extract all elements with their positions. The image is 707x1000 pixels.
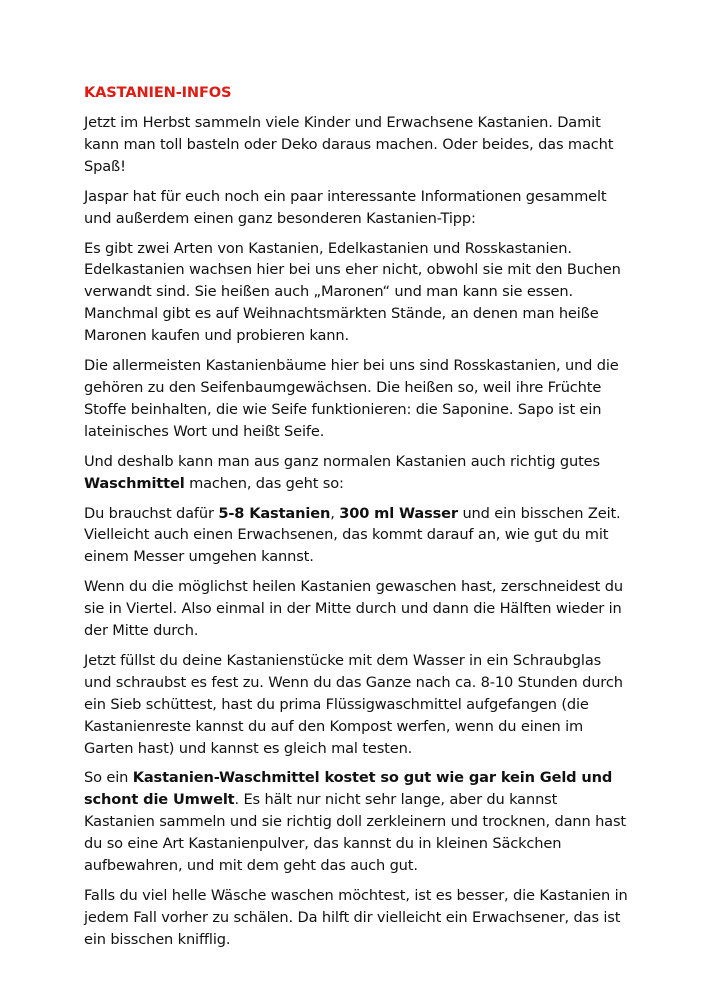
bold-text: 300 ml Wasser	[339, 504, 458, 522]
paragraph-text: ,	[330, 504, 340, 522]
paragraph-jaspar: Jaspar hat für euch noch ein paar interessante Informationen gesammelt und außerdem einen ganz besonderen Kastanien-Tipp:	[84, 187, 607, 227]
paragraph-text: machen, das geht so:	[184, 474, 344, 492]
paragraph-umwelt	[84, 767, 629, 877]
paragraph-waschmittel-intro	[84, 451, 629, 495]
paragraph-schraubglas: Jetzt füllst du deine Kastanienstücke mit dem Wasser in ein Schraubglas und schraubst es fest zu. Wenn du das Ganze nach ca. 8-10 Stunden durch ein Sieb schüttest, hast du prima Flüssigwaschmittel aufgefangen (die Kastanienreste kannst du auf den Kompost werfen, wenn du einen im Garten hast) und kannst es gleich mal testen.	[84, 651, 623, 757]
paragraph-intro: Jetzt im Herbst sammeln viele Kinder und Erwachsene Kastanien. Damit kann man toll basteln oder Deko daraus machen. Oder beides, das macht Spaß!	[84, 114, 614, 175]
bold-text: 5-8 Kastanien	[218, 504, 331, 522]
paragraph-text: und ein bisschen Zeit. Vielleicht auch einen Erwachsenen, das kommt darauf an, wie gut du mit einem Messer umgehen kannst.	[84, 504, 621, 566]
paragraph-kastanienarten: Es gibt zwei Arten von Kastanien, Edelkastanien und Rosskastanien. Edelkastanien wachsen hier bei uns eher nicht, obwohl sie mit den Buchen verwandt sind. Sie heißen auch „Maronen“ und man kann sie essen. Manchmal gibt es auf Weihnachtsmärkten Stände, an denen man heiße Maronen kaufen und probieren kann.	[84, 239, 621, 345]
paragraph-helle-waesche: Falls du viel helle Wäsche waschen möchtest, ist es besser, die Kastanien in jedem Fall vorher zu schälen. Da hilft dir vielleicht ein Erwachsener, das ist ein bisschen knifflig.	[84, 887, 628, 948]
paragraph-rosskastanien: Die allermeisten Kastanienbäume hier bei uns sind Rosskastanien, und die gehören zu den Seifenbaumgewächsen. Die heißen so, weil ihre Früchte Stoffe beinhalten, die wie Seife funktionieren: die Saponine. Sapo ist ein lateinisches Wort und heißt Seife.	[84, 357, 619, 440]
document-page	[84, 82, 629, 959]
bold-text: Kastanien-Waschmittel kostet so gut wie gar kein Geld und schont die Umwelt	[84, 769, 613, 809]
paragraph-text: Und deshalb kann man aus ganz normalen Kastanien auch richtig gutes	[84, 452, 600, 470]
paragraph-text: . Es hält nur nicht sehr lange, aber du kannst Kastanien sammeln und sie richtig doll zerkleinern und trocknen, dann hast du so eine Art Kastanienpulver, das kannst du in kleinen Säckchen aufbewahren, und mit dem geht das auch gut.	[84, 791, 626, 875]
paragraph-zutaten	[84, 503, 629, 569]
document-title: KASTANIEN-INFOS	[84, 84, 232, 101]
paragraph-text: So ein	[84, 769, 133, 787]
bold-text: Waschmittel	[84, 474, 185, 492]
paragraph-schneiden: Wenn du die möglichst heilen Kastanien gewaschen hast, zerschneidest du sie in Viertel. Also einmal in der Mitte durch und dann die Hälften wieder in der Mitte durch.	[84, 578, 623, 640]
paragraph-text: Du brauchst dafür	[84, 504, 219, 522]
